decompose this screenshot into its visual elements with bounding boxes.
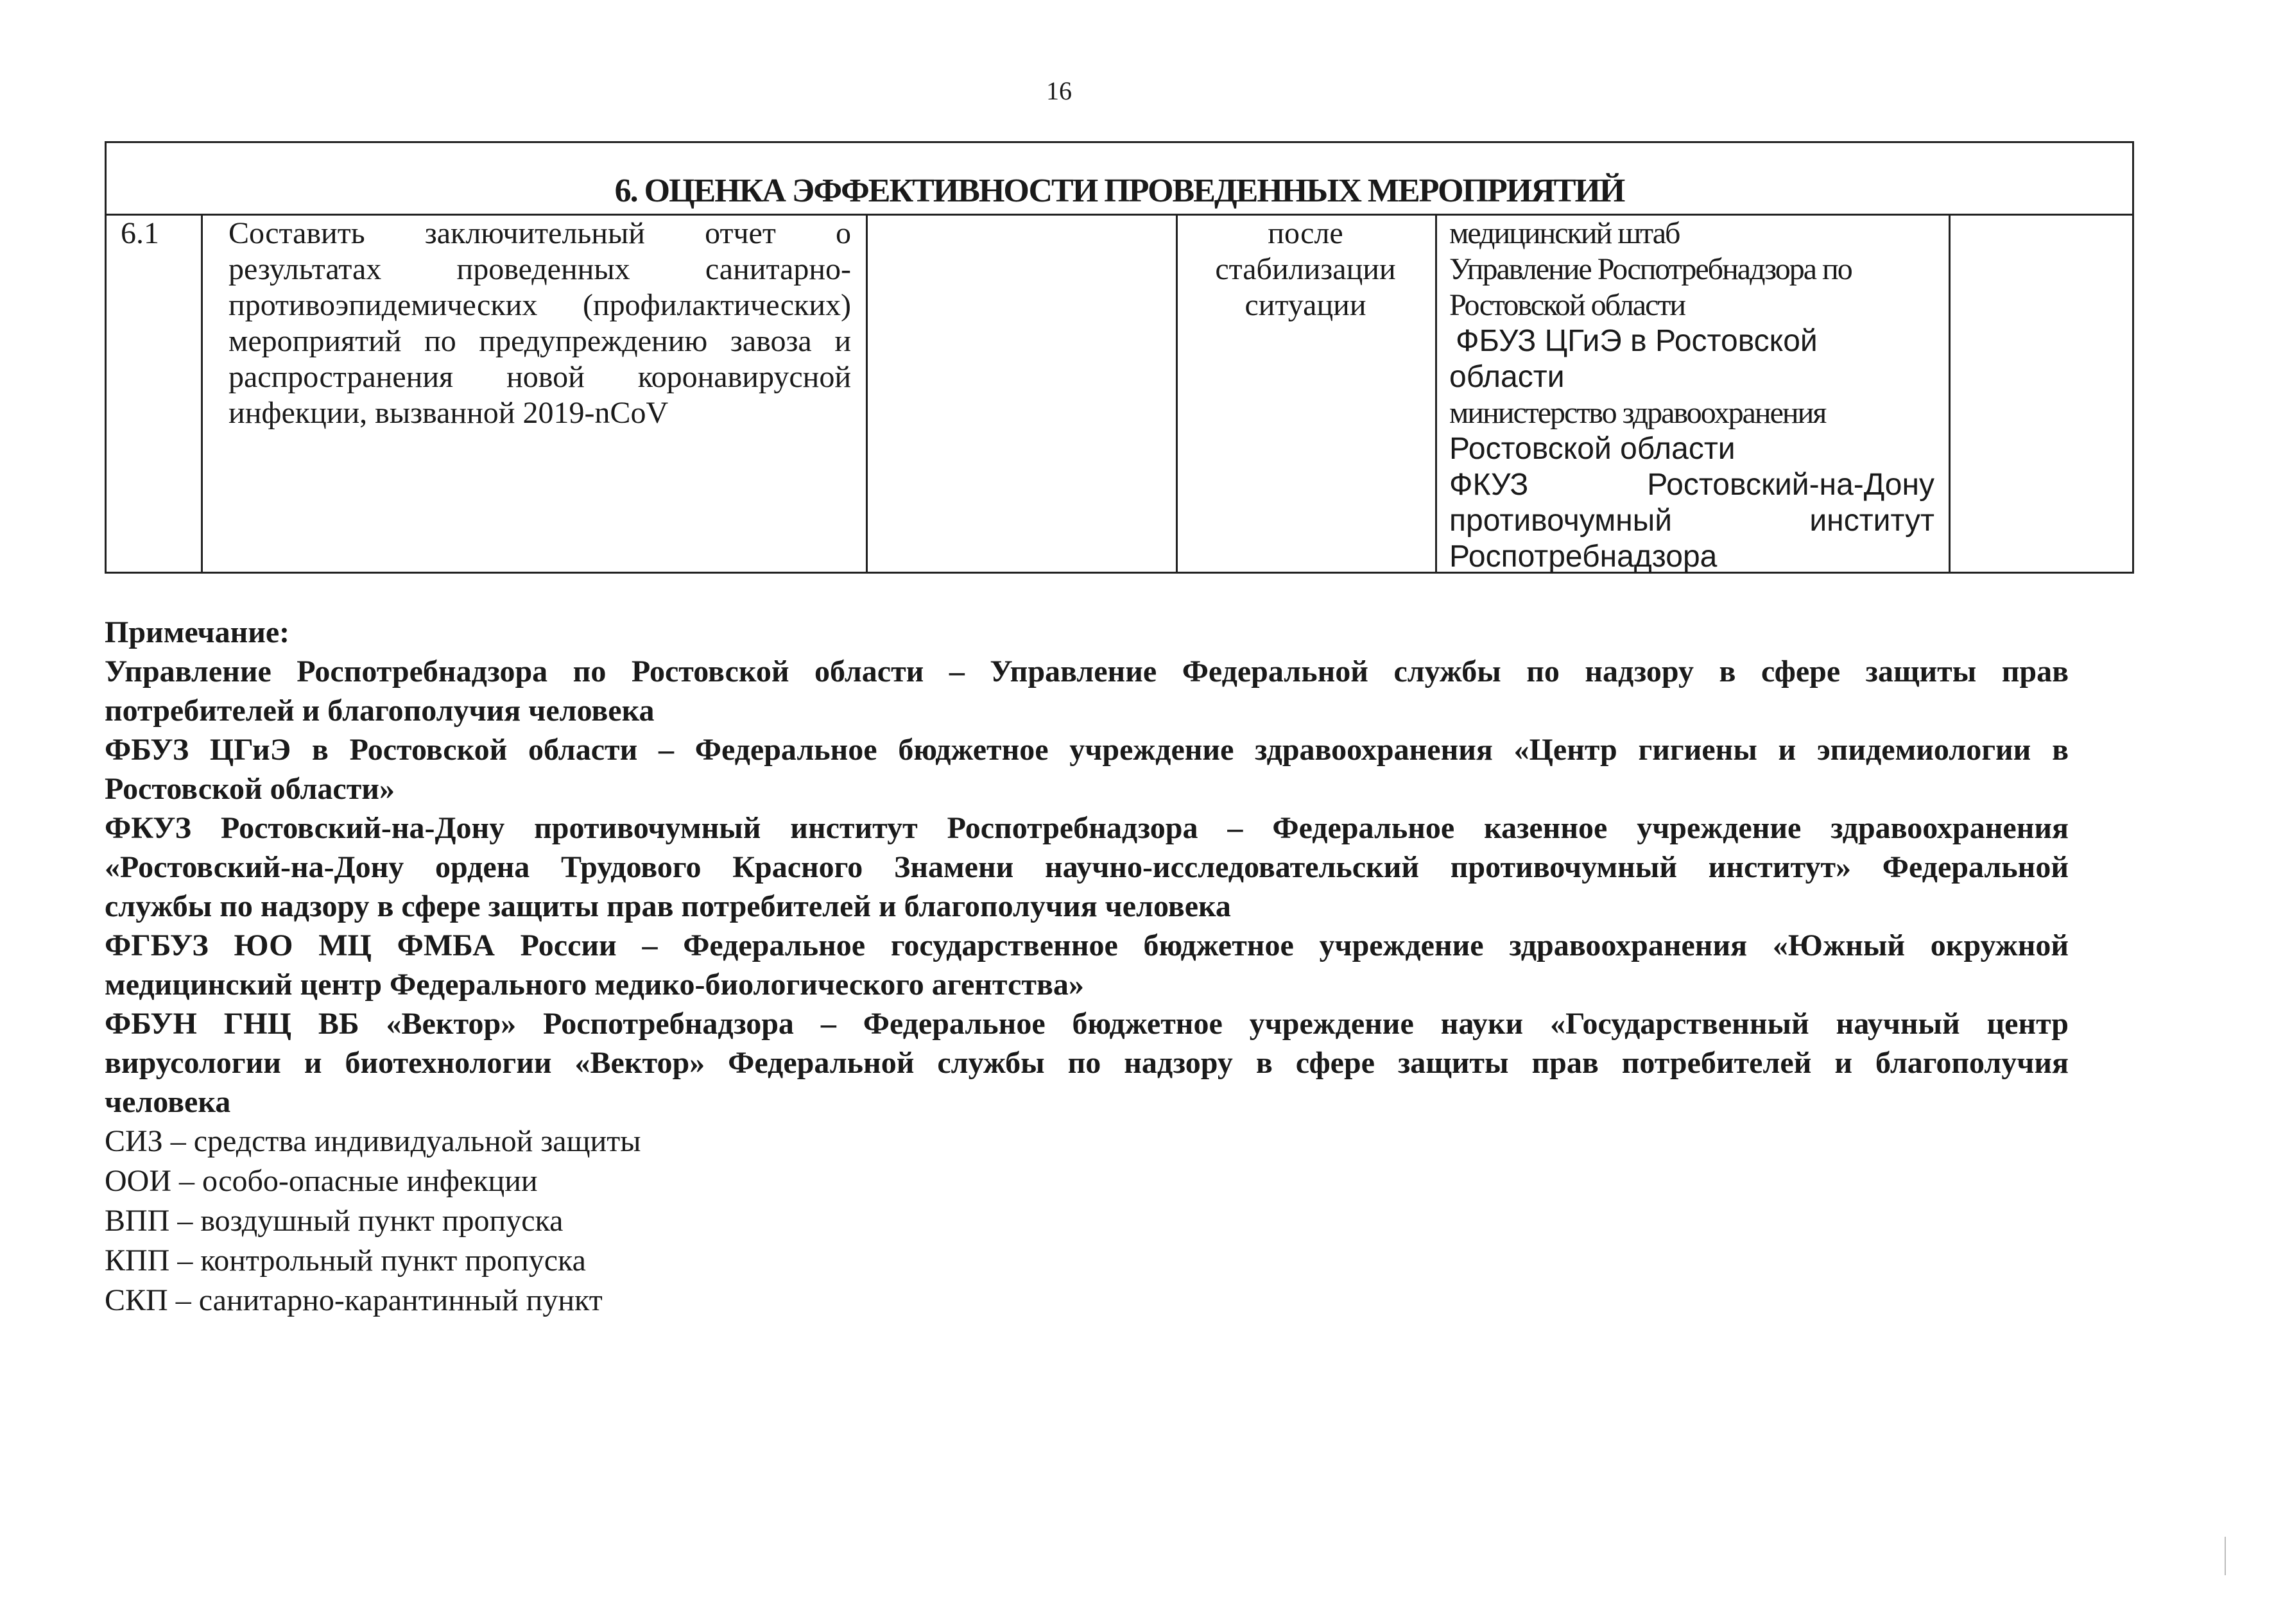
note-line: ФКУЗ Ростовский-на-Дону противочумный институт Роспотребнадзора – Федеральное казенное учреждение здравоохранения <box>105 811 2069 845</box>
responsible-line: области <box>1449 360 1565 394</box>
note-line: ФБУЗ ЦГиЭ в Ростовской области – Федеральное бюджетное учреждение здравоохранения «Центр гигиены и эпидемиологии в <box>105 733 2069 767</box>
responsible-line: Ростовской области <box>1449 432 1736 466</box>
responsible-line: противочумный институт <box>1449 504 1934 538</box>
responsible-line: министерство здравоохранения <box>1449 396 1826 430</box>
note-entry <box>105 808 2069 926</box>
column-divider <box>1949 216 1951 572</box>
column-divider <box>1176 216 1178 572</box>
responsible-line: Ростовской области <box>1449 288 1685 322</box>
abbreviation-item: КПП – контрольный пункт пропуска <box>105 1244 586 1278</box>
note-line: «Ростовский-на-Дону ордена Трудового Красного Знамени научно-исследовательский противочумный институт» Федеральной <box>105 850 2069 884</box>
abbreviation-item: СИЗ – средства индивидуальной защиты <box>105 1124 641 1158</box>
responsible-line: ФКУЗ Ростовский-на-Дону <box>1449 468 1934 502</box>
note-line: ФГБУЗ ЮО МЦ ФМБА России – Федеральное государственное бюджетное учреждение здравоохранения «Южный окружной <box>105 928 2069 962</box>
measure-description <box>228 216 851 431</box>
responsible-line: медицинский штаб <box>1449 216 1680 250</box>
notes-title: Примечание: <box>105 615 290 649</box>
row-number: 6.1 <box>121 216 159 250</box>
description-line: распространения новой коронавирусной <box>228 360 851 394</box>
abbreviations-list <box>105 1122 641 1321</box>
deadline-line: ситуации <box>1245 288 1366 322</box>
description-line: инфекции, вызванной 2019-nCoV <box>228 396 669 430</box>
abbreviation-item: ВПП – воздушный пункт пропуска <box>105 1204 564 1238</box>
column-divider <box>866 216 868 572</box>
description-line: Составить заключительный отчет о <box>228 216 851 250</box>
note-line: Управление Роспотребнадзора по Ростовской области – Управление Федеральной службы по надзору в сфере защиты прав <box>105 654 2069 688</box>
column-divider <box>1435 216 1437 572</box>
measures-table <box>105 141 2134 574</box>
note-line: человека <box>105 1085 231 1119</box>
description-line: результатах проведенных санитарно- <box>228 252 851 286</box>
note-entry <box>105 730 2069 808</box>
measure-responsible <box>1449 216 1934 575</box>
scan-edge-mark <box>2225 1537 2226 1575</box>
note-line: потребителей и благополучия человека <box>105 694 655 728</box>
description-line: мероприятий по предупреждению завоза и <box>228 324 851 358</box>
column-divider <box>201 216 203 572</box>
measure-deadline <box>1178 216 1433 323</box>
note-line: ФБУН ГНЦ ВБ «Вектор» Роспотребнадзора – Федеральное бюджетное учреждение науки «Государственный научный центр <box>105 1007 2069 1041</box>
section-title: 6. ОЦЕНКА ЭФФЕКТИВНОСТИ ПРОВЕДЕННЫХ МЕРОПРИЯТИЙ <box>614 173 1624 209</box>
deadline-line: стабилизации <box>1215 252 1396 286</box>
page-number: 16 <box>1046 76 1072 105</box>
note-line: службы по надзору в сфере защиты прав потребителей и благополучия человека <box>105 889 1231 923</box>
notes-section <box>105 613 2069 1122</box>
deadline-line: после <box>1268 216 1343 250</box>
note-entry <box>105 1004 2069 1122</box>
responsible-line: Управление Роспотребнадзора по <box>1449 252 1852 286</box>
note-line: медицинский центр Федерального медико-биологического агентства» <box>105 968 1084 1002</box>
note-line: вирусологии и биотехнологии «Вектор» Федеральной службы по надзору в сфере защиты прав потребителей и благополучия <box>105 1046 2069 1080</box>
abbreviation-item: СКП – санитарно-карантинный пункт <box>105 1283 603 1317</box>
responsible-line: Роспотребнадзора <box>1449 540 1718 574</box>
note-line: Ростовской области» <box>105 772 395 806</box>
abbreviation-item: ООИ – особо-опасные инфекции <box>105 1164 538 1198</box>
description-line: противоэпидемических (профилактических) <box>228 288 851 322</box>
responsible-line: ФБУЗ ЦГиЭ в Ростовской <box>1456 324 1818 358</box>
section-header <box>107 143 2132 216</box>
note-entry <box>105 652 2069 730</box>
note-entry <box>105 926 2069 1004</box>
